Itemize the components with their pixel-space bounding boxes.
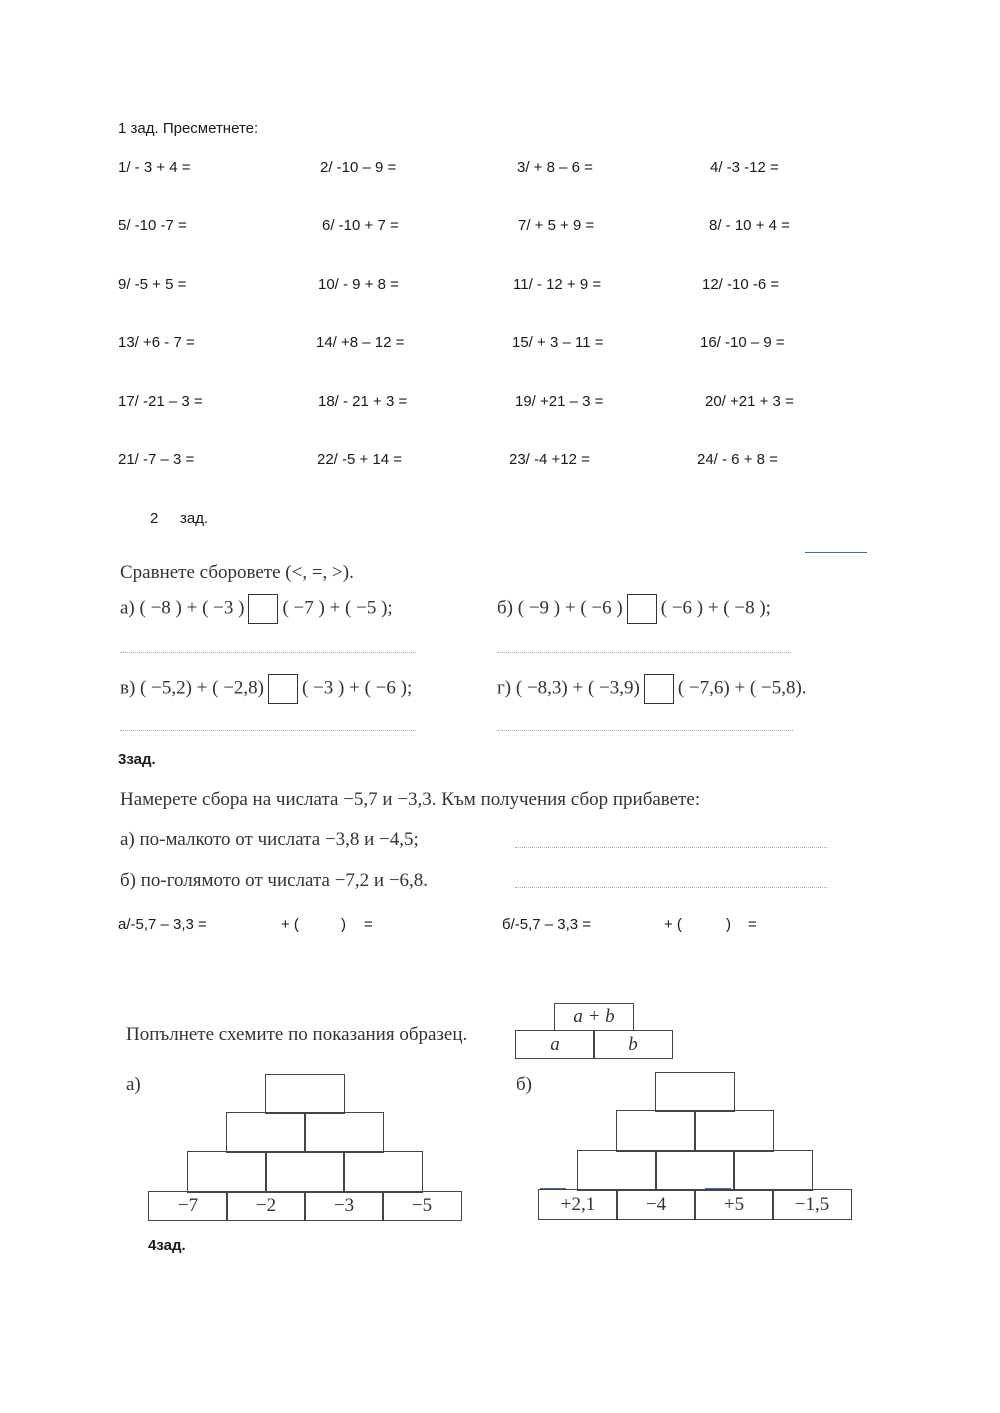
exercise-18: 18/ - 21 + 3 =: [318, 393, 408, 410]
exercise-10: 10/ - 9 + 8 =: [318, 276, 399, 293]
pyramid-cell[interactable]: [733, 1150, 813, 1191]
exercise-20: 20/ +21 + 3 =: [705, 393, 794, 410]
calc-a-start: а/-5,7 – 3,3 =: [118, 916, 207, 933]
pyramid-a-base-4: −5: [382, 1191, 462, 1221]
calc-b-start: б/-5,7 – 3,3 =: [502, 916, 592, 933]
task4-footer: 4зад.: [148, 1237, 186, 1254]
task3-title: 3зад.: [118, 751, 156, 768]
task3-line3: б) по-голямото от числата −7,2 и −6,8.: [120, 870, 429, 891]
exercise-17: 17/ -21 – 3 =: [118, 393, 203, 410]
exercise-11: 11/ - 12 + 9 =: [513, 276, 602, 293]
compare-b-box[interactable]: [627, 594, 657, 624]
task2-instruction: Сравнете сборовете (<, =, >).: [120, 562, 354, 583]
compare-a-right: ( −7 ) + ( −5 );: [282, 597, 393, 619]
exercise-6: 6/ -10 + 7 =: [322, 217, 399, 234]
exercise-1: 1/ - 3 + 4 =: [118, 159, 191, 176]
answer-line: [497, 730, 793, 731]
calc-a-close: ): [341, 916, 346, 933]
pyramid-cell[interactable]: [655, 1150, 735, 1191]
sample-left-cell: a: [515, 1030, 595, 1059]
exercise-7: 7/ + 5 + 9 =: [518, 217, 595, 234]
task1-title: 1 зад. Пресметнете:: [118, 120, 259, 137]
decorative-line: [540, 1188, 566, 1189]
calc-b-eq: =: [748, 916, 757, 933]
pyramid-b-base-1: +2,1: [538, 1189, 618, 1220]
compare-v-right: ( −3 ) + ( −6 );: [302, 677, 413, 699]
exercise-16: 16/ -10 – 9 =: [700, 334, 785, 351]
exercise-2: 2/ -10 – 9 =: [320, 159, 397, 176]
exercise-15: 15/ + 3 – 11 =: [512, 334, 604, 351]
task2-number: 2: [150, 510, 159, 527]
pyramid-a-base-1: −7: [148, 1191, 228, 1221]
exercise-14: 14/ +8 – 12 =: [316, 334, 405, 351]
answer-line: [515, 847, 827, 848]
calc-a-eq: =: [364, 916, 373, 933]
pyramid-b-base-4: −1,5: [772, 1189, 852, 1220]
exercise-3: 3/ + 8 – 6 =: [517, 159, 593, 176]
compare-b: [497, 594, 771, 624]
exercise-24: 24/ - 6 + 8 =: [697, 451, 778, 468]
compare-g-right: ( −7,6) + ( −5,8).: [677, 677, 807, 699]
exercise-8: 8/ - 10 + 4 =: [709, 217, 790, 234]
compare-a: [120, 594, 393, 624]
exercise-19: 19/ +21 – 3 =: [515, 393, 604, 410]
task3-line2: а) по-малкото от числата −3,8 и −4,5;: [120, 829, 419, 850]
label-b: б): [516, 1074, 532, 1095]
sample-top-cell: a + b: [554, 1003, 634, 1031]
pyramid-b-base-2: −4: [616, 1189, 696, 1220]
compare-a-left: а) ( −8 ) + ( −3 ): [120, 597, 245, 619]
pyramid-a-base-3: −3: [304, 1191, 384, 1221]
answer-line: [515, 887, 827, 888]
calc-b-close: ): [726, 916, 731, 933]
pyramid-cell[interactable]: [265, 1151, 345, 1193]
pyramid-cell[interactable]: [577, 1150, 657, 1191]
exercise-21: 21/ -7 – 3 =: [118, 451, 195, 468]
exercise-4: 4/ -3 -12 =: [710, 159, 779, 176]
exercise-22: 22/ -5 + 14 =: [317, 451, 403, 468]
task2-label: зад.: [180, 510, 209, 527]
exercise-12: 12/ -10 -6 =: [702, 276, 780, 293]
calc-a-plus: + (: [281, 916, 299, 933]
compare-v-left: в) ( −5,2) + ( −2,8): [120, 677, 265, 699]
compare-b-right: ( −6 ) + ( −8 );: [660, 597, 771, 619]
answer-line: [120, 652, 416, 653]
decorative-line: [805, 552, 867, 553]
sample-right-cell: b: [593, 1030, 673, 1059]
compare-v-box[interactable]: [268, 674, 298, 704]
pyramid-a-base-2: −2: [226, 1191, 306, 1221]
pyramid-cell[interactable]: [694, 1110, 774, 1152]
exercise-5: 5/ -10 -7 =: [118, 217, 187, 234]
exercise-13: 13/ +6 - 7 =: [118, 334, 195, 351]
compare-g: [497, 674, 807, 704]
calc-b-plus: + (: [664, 916, 682, 933]
pyramid-cell[interactable]: [226, 1112, 306, 1153]
compare-a-box[interactable]: [248, 594, 278, 624]
compare-g-box[interactable]: [644, 674, 674, 704]
exercise-9: 9/ -5 + 5 =: [118, 276, 187, 293]
compare-g-left: г) ( −8,3) + ( −3,9): [497, 677, 640, 699]
task3-line1: Намерете сбора на числата −5,7 и −3,3. Към получения сбор прибавете:: [120, 789, 701, 810]
task4-instruction: Попълнете схемите по показания образец.: [126, 1024, 468, 1045]
decorative-line: [705, 1188, 731, 1189]
pyramid-cell[interactable]: [304, 1112, 384, 1153]
pyramid-cell[interactable]: [616, 1110, 696, 1152]
compare-b-left: б) ( −9 ) + ( −6 ): [497, 597, 623, 619]
pyramid-cell[interactable]: [265, 1074, 345, 1114]
pyramid-cell[interactable]: [343, 1151, 423, 1193]
pyramid-cell[interactable]: [187, 1151, 267, 1193]
pyramid-b-base-3: +5: [694, 1189, 774, 1220]
answer-line: [120, 730, 416, 731]
compare-v: [120, 674, 412, 704]
answer-line: [497, 652, 791, 653]
exercise-23: 23/ -4 +12 =: [509, 451, 590, 468]
pyramid-cell[interactable]: [655, 1072, 735, 1112]
label-a: а): [126, 1074, 141, 1095]
